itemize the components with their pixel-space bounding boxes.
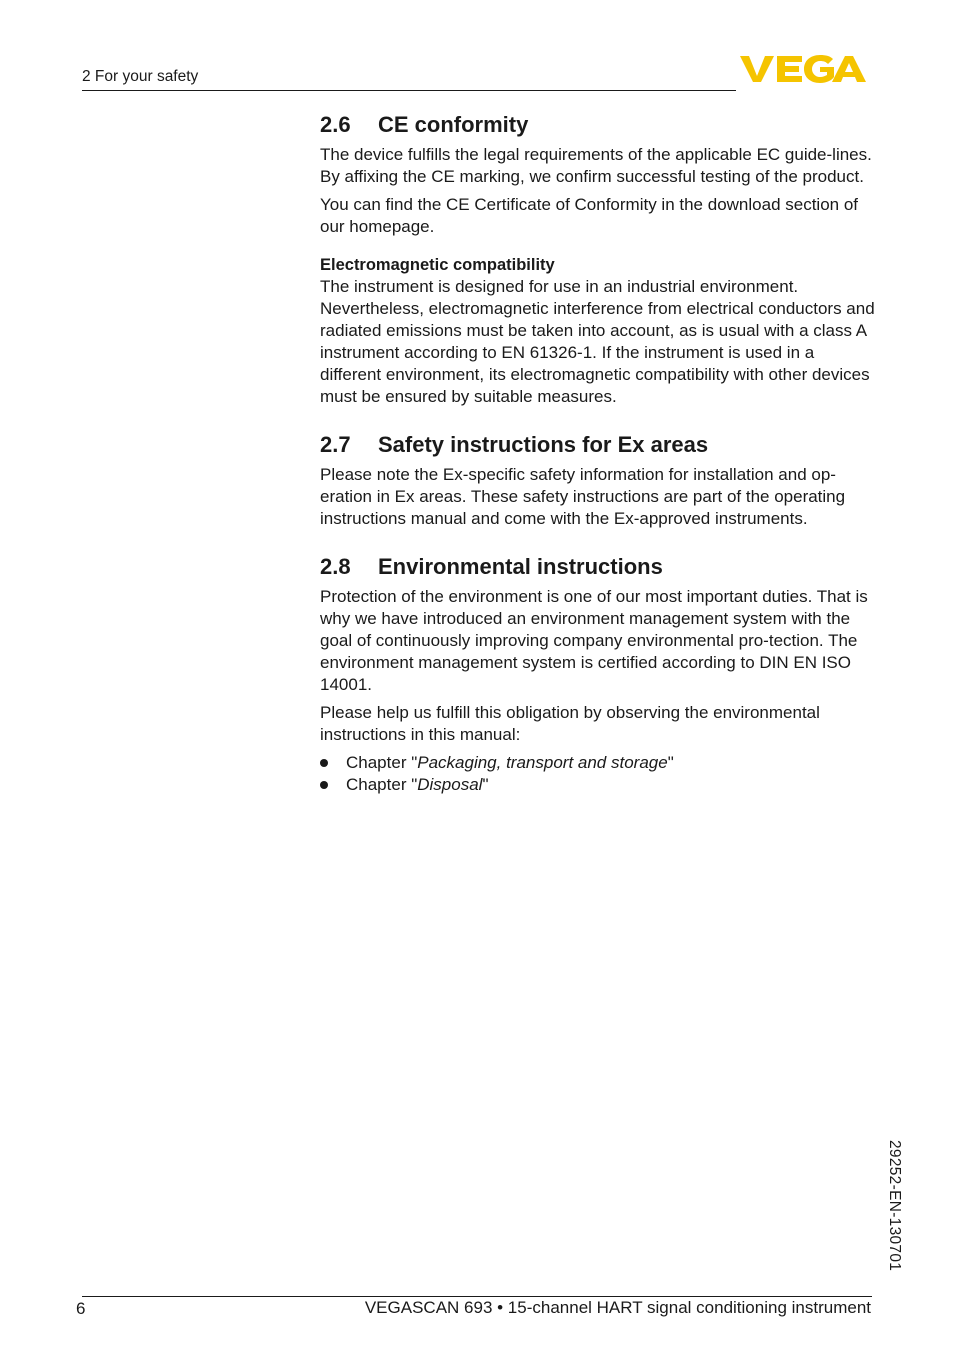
section-ce-conformity xyxy=(320,110,876,408)
section-number: 2.6 xyxy=(320,112,351,137)
section-number: 2.7 xyxy=(320,432,351,457)
chapter-reference: Packaging, transport and storage xyxy=(417,753,668,772)
main-content xyxy=(320,110,876,796)
list-item-prefix: Chapter " xyxy=(346,775,418,794)
section-title: Safety instructions for Ex areas xyxy=(378,432,709,457)
list-item xyxy=(320,774,876,796)
section-number: 2.8 xyxy=(320,554,351,579)
page-number: 6 xyxy=(76,1299,86,1318)
list-item-prefix: Chapter " xyxy=(346,753,418,772)
section-environmental xyxy=(320,552,876,796)
section-heading xyxy=(320,552,876,582)
running-header: 2 For your safety xyxy=(82,68,199,85)
paragraph: You can find the CE Certificate of Conformity in the download section of our homepage. xyxy=(320,195,859,236)
list-item-suffix: " xyxy=(667,753,674,772)
section-heading xyxy=(320,430,876,460)
paragraph: Please note the Ex-specific safety information for installation and op-eration in Ex areas. These safety instructions are part of the operating instructions manual and come with the Ex-approved instruments. xyxy=(320,465,846,528)
section-ex-areas xyxy=(320,430,876,530)
bullet-list xyxy=(320,752,876,796)
section-title: Environmental instructions xyxy=(378,554,663,579)
paragraph: Protection of the environment is one of our most important duties. That is why we have introduced an environment management system with the goal of continuously improving company environmental pro-tection. The environment management system is certified according to DIN EN ISO 14001. xyxy=(320,587,868,694)
paragraph: The device fulfills the legal requirements of the applicable EC guide-lines. By affixing the CE marking, we confirm successful testing of the product. xyxy=(320,145,872,186)
paragraph: Please help us fulfill this obligation by observing the environmental instructions in this manual: xyxy=(320,703,820,744)
footer-divider xyxy=(82,1296,872,1297)
header-divider xyxy=(82,90,736,91)
footer-document-title: VEGASCAN 693 • 15-channel HART signal conditioning instrument xyxy=(364,1298,871,1317)
list-item-suffix: " xyxy=(482,775,489,794)
bullet-icon xyxy=(320,781,328,789)
document-code: 29252-EN-130701 xyxy=(886,1140,903,1272)
section-heading xyxy=(320,110,876,140)
subsection-heading: Electromagnetic compatibility xyxy=(320,256,555,274)
vega-logo xyxy=(740,50,872,86)
chapter-reference: Disposal xyxy=(417,775,483,794)
paragraph: The instrument is designed for use in an industrial environment. Nevertheless, electromagnetic interference from electrical conductors and radiated emissions must be taken into account, as is usual with a class A instrument according to EN 61326-1. If the instrument is used in a different environment, its electromagnetic compatibility with other devices must be ensured by suitable measures. xyxy=(320,277,875,406)
bullet-icon xyxy=(320,759,328,767)
list-item xyxy=(320,752,876,774)
section-title: CE conformity xyxy=(378,112,529,137)
